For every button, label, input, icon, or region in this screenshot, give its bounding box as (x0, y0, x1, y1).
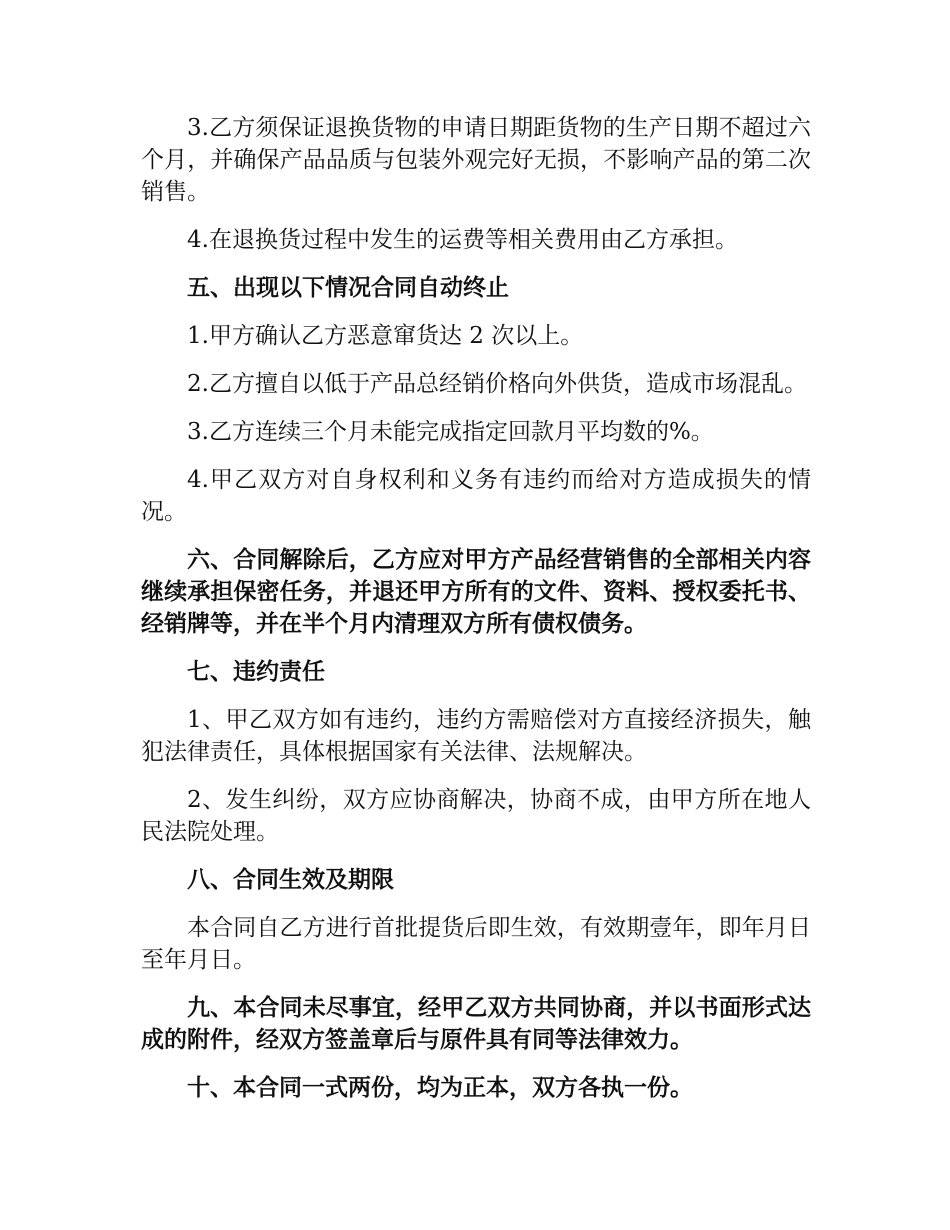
clause-4-3: 3.乙方须保证退换货物的申请日期距货物的生产日期不超过六个月，并确保产品品质与包装外观完好无损，不影响产品的第二次销售。 (141, 115, 811, 205)
clause-5-2: 2.乙方擅自以低于产品总经销价格向外供货，造成市场混乱。 (187, 371, 807, 397)
section-8-heading: 八、合同生效及期限 (187, 867, 394, 893)
clause-8-1: 本合同自乙方进行首批提货后即生效，有效期壹年，即年月日至年月日。 (141, 915, 811, 973)
clause-7-2: 2、发生纠纷，双方应协商解决，协商不成，由甲方所在地人民法院处理。 (141, 787, 811, 845)
section-5-heading: 五、出现以下情况合同自动终止 (187, 275, 509, 301)
clause-4-4: 4.在退换货过程中发生的运费等相关费用由乙方承担。 (187, 227, 738, 253)
section-9-paragraph: 九、本合同未尽事宜，经甲乙双方共同协商，并以书面形式达成的附件，经双方签盖章后与原件具有同等法律效力。 (141, 995, 811, 1053)
clause-5-1: 1.甲方确认乙方恶意窜货达 2 次以上。 (187, 323, 584, 349)
section-6-paragraph: 六、合同解除后，乙方应对甲方产品经营销售的全部相关内容继续承担保密任务，并退还甲方所有的文件、资料、授权委托书、经销牌等，并在半个月内清理双方所有债权债务。 (141, 547, 811, 637)
clause-5-4: 4.甲乙双方对自身权利和义务有违约而给对方造成损失的情况。 (141, 467, 811, 525)
document-page (141, 112, 811, 1120)
clause-7-1: 1、甲乙双方如有违约，违约方需赔偿对方直接经济损失，触犯法律责任，具体根据国家有关法律、法规解决。 (141, 707, 811, 765)
section-7-heading: 七、违约责任 (187, 659, 325, 685)
section-10-paragraph: 十、本合同一式两份，均为正本，双方各执一份。 (187, 1075, 693, 1101)
clause-5-3: 3.乙方连续三个月未能完成指定回款月平均数的%。 (187, 419, 714, 445)
